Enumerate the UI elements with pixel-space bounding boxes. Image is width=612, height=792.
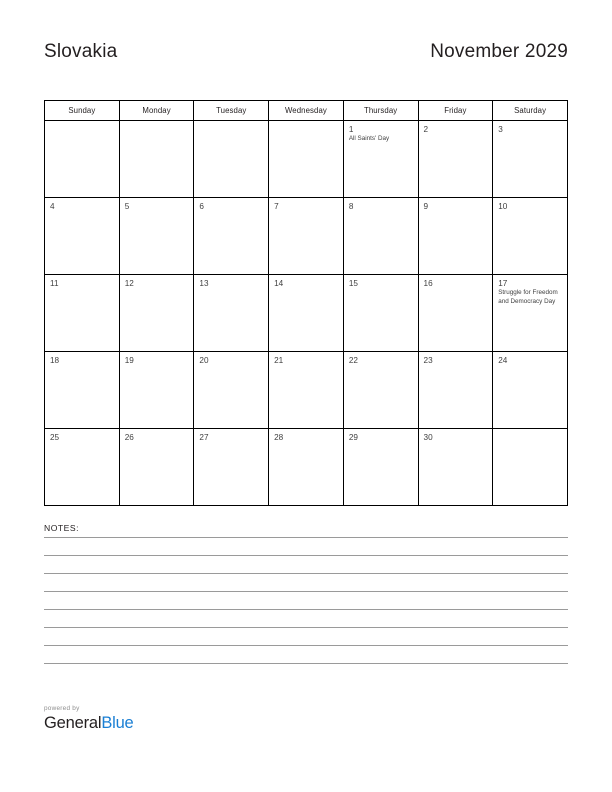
notes-label: NOTES: bbox=[44, 523, 79, 533]
calendar-day-cell[interactable] bbox=[418, 429, 493, 506]
day-cell-content bbox=[493, 198, 567, 274]
day-cell-content bbox=[419, 275, 493, 351]
calendar-day-cell[interactable] bbox=[119, 352, 194, 429]
notes-line[interactable] bbox=[44, 627, 568, 628]
calendar-day-cell[interactable] bbox=[194, 352, 269, 429]
calendar-day-cell[interactable] bbox=[493, 121, 568, 198]
day-cell-content bbox=[419, 198, 493, 274]
day-number: 19 bbox=[124, 356, 134, 365]
calendar-day-cell[interactable] bbox=[343, 121, 418, 198]
generalblue-logo[interactable] bbox=[44, 715, 134, 732]
brand-name-first: General bbox=[44, 714, 102, 733]
weekday-header-thursday: Thursday bbox=[343, 101, 418, 121]
day-number: 30 bbox=[423, 433, 433, 442]
holiday-label: Struggle for Freedom and Democracy Day bbox=[498, 289, 558, 306]
day-number: 28 bbox=[274, 433, 284, 442]
holiday-label: All Saints' Day bbox=[348, 135, 390, 143]
calendar-day-cell[interactable] bbox=[418, 352, 493, 429]
day-number: 8 bbox=[348, 202, 354, 211]
notes-line[interactable] bbox=[44, 573, 568, 574]
day-cell-content bbox=[269, 275, 343, 351]
calendar-day-cell[interactable] bbox=[343, 198, 418, 275]
day-number: 2 bbox=[423, 125, 429, 134]
country-title: Slovakia bbox=[44, 41, 118, 62]
day-cell-content bbox=[120, 121, 194, 197]
day-cell-content bbox=[493, 121, 567, 197]
day-number: 16 bbox=[423, 279, 433, 288]
weekday-header-tuesday: Tuesday bbox=[194, 101, 269, 121]
notes-line[interactable] bbox=[44, 609, 568, 610]
calendar-day-cell[interactable] bbox=[418, 198, 493, 275]
calendar-day-cell[interactable] bbox=[493, 352, 568, 429]
day-cell-content bbox=[419, 121, 493, 197]
month-year-title: November 2029 bbox=[430, 41, 568, 62]
calendar-week-row bbox=[45, 121, 568, 198]
notes-line[interactable] bbox=[44, 537, 568, 538]
calendar-body bbox=[45, 121, 568, 506]
footer-branding bbox=[44, 706, 134, 732]
day-number: 14 bbox=[274, 279, 284, 288]
day-cell-content bbox=[269, 352, 343, 428]
weekday-header-friday: Friday bbox=[418, 101, 493, 121]
day-number: 23 bbox=[423, 356, 433, 365]
day-cell-content bbox=[344, 429, 418, 505]
calendar-day-cell[interactable] bbox=[45, 429, 120, 506]
day-number: 13 bbox=[199, 279, 209, 288]
day-cell-content bbox=[194, 275, 268, 351]
calendar-day-cell[interactable] bbox=[269, 198, 344, 275]
day-number: 1 bbox=[348, 125, 354, 134]
page-header bbox=[44, 0, 568, 88]
day-cell-content bbox=[120, 275, 194, 351]
calendar-day-cell[interactable] bbox=[45, 275, 120, 352]
notes-line[interactable] bbox=[44, 555, 568, 556]
day-cell-content bbox=[45, 352, 119, 428]
notes-line[interactable] bbox=[44, 645, 568, 646]
day-number: 27 bbox=[199, 433, 209, 442]
calendar-day-cell[interactable] bbox=[343, 429, 418, 506]
day-number: 24 bbox=[498, 356, 508, 365]
day-number: 12 bbox=[124, 279, 134, 288]
calendar-week-row bbox=[45, 198, 568, 275]
day-cell-content bbox=[45, 121, 119, 197]
day-cell-content bbox=[45, 429, 119, 505]
calendar-day-cell[interactable] bbox=[269, 429, 344, 506]
calendar-day-cell[interactable] bbox=[269, 352, 344, 429]
calendar-day-cell[interactable] bbox=[119, 198, 194, 275]
day-cell-content bbox=[344, 121, 418, 197]
calendar-day-cell[interactable] bbox=[119, 275, 194, 352]
day-number: 17 bbox=[498, 279, 508, 288]
day-cell-content bbox=[194, 121, 268, 197]
brand-name-second: Blue bbox=[101, 714, 134, 733]
day-cell-content bbox=[344, 352, 418, 428]
notes-lines bbox=[44, 537, 568, 664]
calendar-day-cell[interactable] bbox=[45, 352, 120, 429]
day-number: 22 bbox=[348, 356, 358, 365]
day-number: 29 bbox=[348, 433, 358, 442]
day-number: 26 bbox=[124, 433, 134, 442]
calendar-day-cell[interactable] bbox=[269, 275, 344, 352]
day-number: 25 bbox=[50, 433, 60, 442]
day-cell-content bbox=[269, 198, 343, 274]
calendar-day-cell[interactable] bbox=[493, 275, 568, 352]
day-number: 10 bbox=[498, 202, 508, 211]
day-number: 5 bbox=[124, 202, 130, 211]
calendar-day-cell[interactable] bbox=[194, 198, 269, 275]
calendar-day-cell[interactable] bbox=[119, 429, 194, 506]
calendar-day-cell[interactable] bbox=[194, 275, 269, 352]
calendar-empty-cell bbox=[493, 429, 568, 506]
notes-line[interactable] bbox=[44, 591, 568, 592]
calendar-week-row bbox=[45, 275, 568, 352]
weekday-header-wednesday: Wednesday bbox=[269, 101, 344, 121]
day-cell-content bbox=[344, 198, 418, 274]
calendar-day-cell[interactable] bbox=[493, 198, 568, 275]
calendar-empty-cell bbox=[45, 121, 120, 198]
calendar-day-cell[interactable] bbox=[45, 198, 120, 275]
weekday-header-monday: Monday bbox=[119, 101, 194, 121]
calendar-grid bbox=[44, 100, 568, 506]
day-number: 15 bbox=[348, 279, 358, 288]
day-cell-content bbox=[194, 198, 268, 274]
weekday-header-saturday: Saturday bbox=[493, 101, 568, 121]
day-cell-content bbox=[194, 352, 268, 428]
calendar-week-row bbox=[45, 352, 568, 429]
day-cell-content bbox=[493, 429, 567, 505]
day-cell-content bbox=[45, 198, 119, 274]
day-cell-content bbox=[194, 429, 268, 505]
calendar-day-cell[interactable] bbox=[194, 429, 269, 506]
day-cell-content bbox=[45, 275, 119, 351]
weekday-header-row bbox=[45, 101, 568, 121]
day-cell-content bbox=[120, 429, 194, 505]
calendar-day-cell[interactable] bbox=[418, 121, 493, 198]
day-cell-content bbox=[493, 275, 567, 351]
day-number: 9 bbox=[423, 202, 429, 211]
day-cell-content bbox=[419, 352, 493, 428]
notes-line[interactable] bbox=[44, 663, 568, 664]
day-number: 6 bbox=[199, 202, 204, 211]
day-cell-content bbox=[269, 121, 343, 197]
day-number: 20 bbox=[199, 356, 209, 365]
calendar-day-cell[interactable] bbox=[343, 275, 418, 352]
day-cell-content bbox=[419, 429, 493, 505]
day-number: 4 bbox=[50, 202, 55, 211]
day-number: 3 bbox=[498, 125, 503, 134]
day-number: 18 bbox=[50, 356, 60, 365]
notes-section bbox=[44, 523, 568, 664]
day-cell-content bbox=[493, 352, 567, 428]
calendar-empty-cell bbox=[119, 121, 194, 198]
calendar-day-cell[interactable] bbox=[343, 352, 418, 429]
calendar-week-row bbox=[45, 429, 568, 506]
powered-by-label: powered by bbox=[44, 705, 80, 712]
weekday-header-sunday: Sunday bbox=[45, 101, 120, 121]
calendar-empty-cell bbox=[194, 121, 269, 198]
day-cell-content bbox=[120, 352, 194, 428]
calendar-day-cell[interactable] bbox=[418, 275, 493, 352]
day-cell-content bbox=[269, 429, 343, 505]
day-number: 21 bbox=[274, 356, 284, 365]
day-number: 7 bbox=[274, 202, 279, 211]
calendar-empty-cell bbox=[269, 121, 344, 198]
day-number: 11 bbox=[50, 279, 59, 288]
day-cell-content bbox=[120, 198, 194, 274]
day-cell-content bbox=[344, 275, 418, 351]
